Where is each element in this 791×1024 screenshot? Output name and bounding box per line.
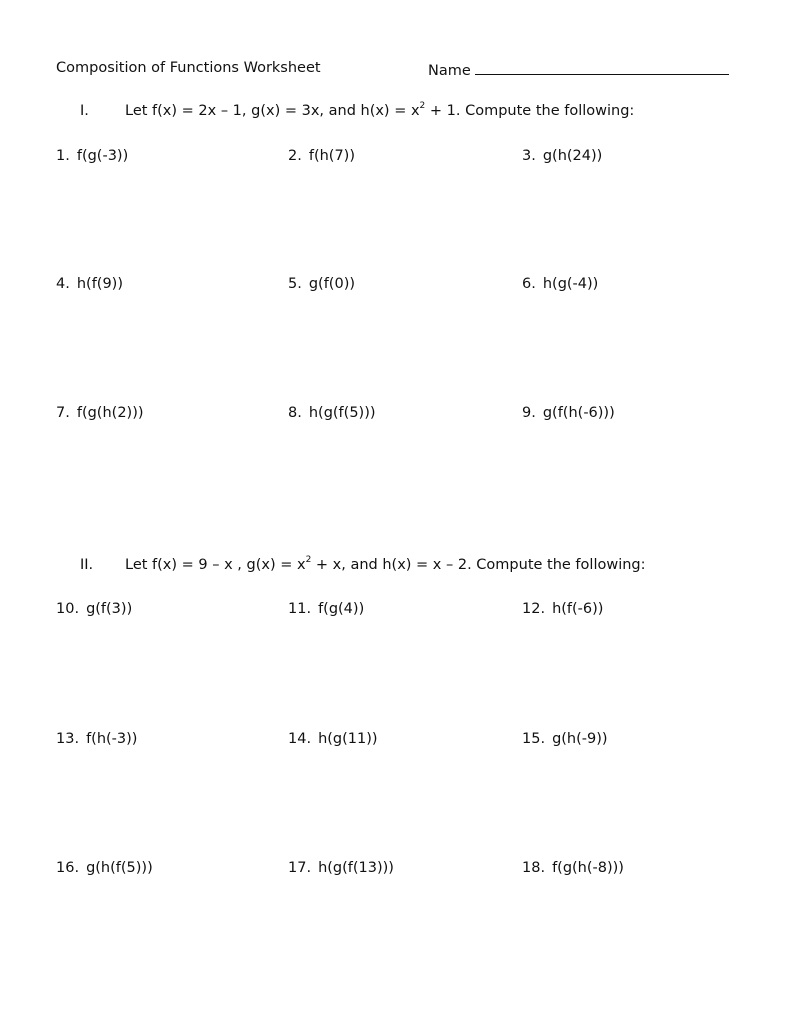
- section-2-numeral: II.: [80, 557, 94, 573]
- problem-number: 2.: [288, 148, 302, 164]
- problem-expression: f(g(-3)): [76, 148, 129, 164]
- problem: [56, 860, 153, 876]
- problem-number: 9.: [522, 405, 536, 421]
- section-1-tail: + 1. Compute the following:: [425, 103, 635, 119]
- problem: [522, 276, 598, 292]
- problem: [522, 731, 608, 747]
- problem-expression: f(g(h(-8))): [552, 860, 624, 876]
- problem-expression: h(g(-4)): [542, 276, 599, 292]
- problem: [288, 731, 378, 747]
- name-blank-line[interactable]: [475, 60, 729, 75]
- problem: [288, 405, 376, 421]
- problem-number: 12.: [522, 601, 546, 617]
- problem-expression: f(g(h(2))): [76, 405, 144, 421]
- name-field: [428, 60, 729, 79]
- problem-number: 4.: [56, 276, 70, 292]
- problem-number: 5.: [288, 276, 302, 292]
- problem-number: 8.: [288, 405, 302, 421]
- problem-number: 13.: [56, 731, 80, 747]
- section-1-exponent: 2: [419, 101, 426, 112]
- problem-expression: h(g(f(5))): [308, 405, 376, 421]
- name-label: Name: [428, 63, 471, 79]
- problem: [56, 731, 137, 747]
- problem-expression: g(f(0)): [308, 276, 356, 292]
- section-2-lead: Let f(x) = 9 – x , g(x) = x: [125, 557, 306, 573]
- problem-expression: g(f(3)): [86, 601, 133, 617]
- problem-expression: h(f(9)): [76, 276, 123, 292]
- section-2-tail: + x, and h(x) = x – 2. Compute the following:: [311, 557, 646, 573]
- problem-expression: h(g(11)): [318, 731, 378, 747]
- problem: [56, 148, 128, 164]
- problem: [56, 405, 144, 421]
- section-1-numeral: I.: [80, 103, 89, 119]
- problem: [522, 148, 602, 164]
- problem-number: 11.: [288, 601, 312, 617]
- problem-expression: f(g(4)): [318, 601, 365, 617]
- section-2-exponent: 2: [305, 555, 312, 566]
- problem-expression: g(h(-9)): [552, 731, 608, 747]
- problem-number: 16.: [56, 860, 80, 876]
- problem: [56, 601, 132, 617]
- problem-number: 10.: [56, 601, 80, 617]
- problem: [288, 276, 355, 292]
- problem: [522, 405, 615, 421]
- problem: [522, 860, 624, 876]
- problem-number: 17.: [288, 860, 312, 876]
- problem-number: 15.: [522, 731, 546, 747]
- problem-number: 6.: [522, 276, 536, 292]
- problem-expression: h(f(-6)): [552, 601, 604, 617]
- problem-number: 14.: [288, 731, 312, 747]
- problem-number: 1.: [56, 148, 70, 164]
- problem-number: 3.: [522, 148, 536, 164]
- problem-expression: g(f(h(-6))): [542, 405, 615, 421]
- problem-expression: g(h(f(5))): [86, 860, 153, 876]
- problem: [288, 860, 394, 876]
- problem-number: 7.: [56, 405, 70, 421]
- problem-number: 18.: [522, 860, 546, 876]
- worksheet-title: Composition of Functions Worksheet: [56, 60, 321, 76]
- problem: [56, 276, 123, 292]
- section-2-instructions: [125, 557, 646, 573]
- problem-expression: g(h(24)): [542, 148, 603, 164]
- section-1-instructions: [125, 103, 634, 119]
- problem: [288, 601, 364, 617]
- problem: [522, 601, 603, 617]
- problem-expression: h(g(f(13))): [318, 860, 394, 876]
- problem: [288, 148, 355, 164]
- problem-expression: f(h(-3)): [86, 731, 138, 747]
- problem-expression: f(h(7)): [308, 148, 355, 164]
- section-1-lead: Let f(x) = 2x – 1, g(x) = 3x, and h(x) = x: [125, 103, 420, 119]
